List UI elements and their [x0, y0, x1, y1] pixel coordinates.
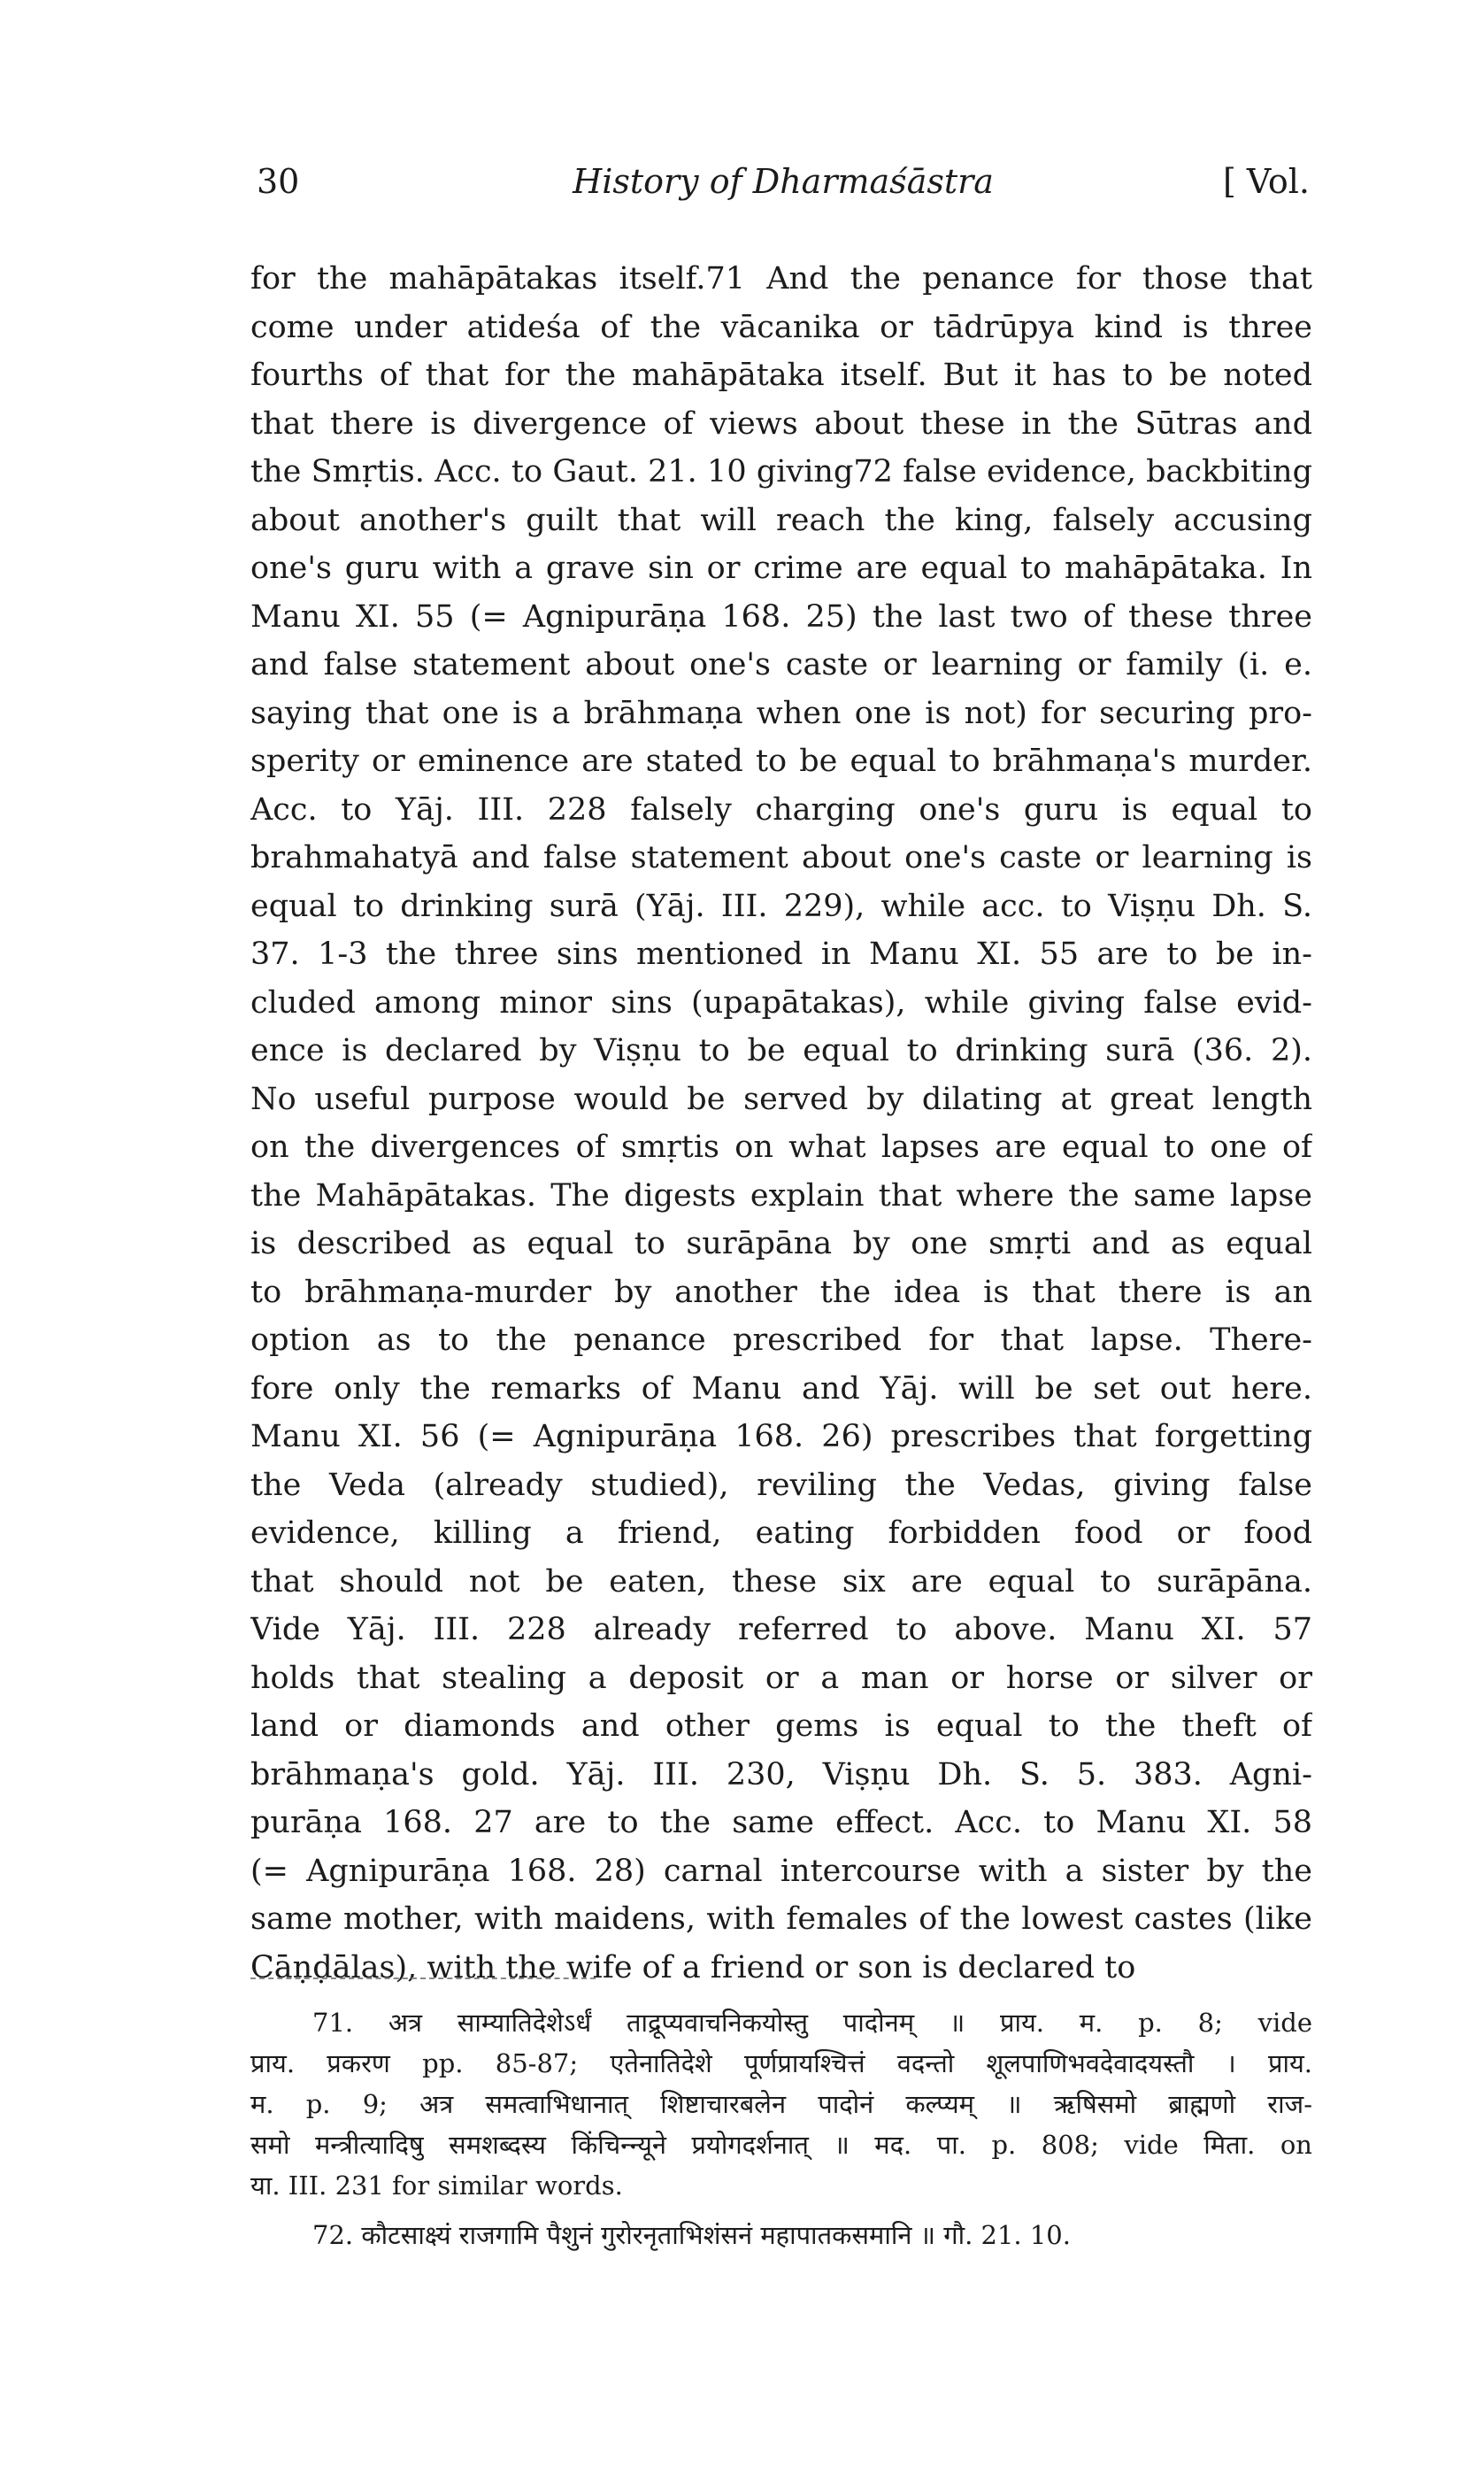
body-line: 37. 1-3 the three sins mentioned in Manu XI. 55 are to be in- — [250, 937, 1312, 972]
body-line: (= Agnipurāṇa 168. 28) carnal intercourse with a sister by the — [250, 1853, 1312, 1889]
body-line: to brāhmaṇa-murder by another the idea is that there is an — [250, 1274, 1312, 1310]
body-line: Manu XI. 55 (= Agnipurāṇa 168. 25) the last two of these three — [250, 598, 1312, 635]
body-line: brāhmaṇa's gold. Yāj. III. 230, Viṣṇu Dh. S. 5. 383. Agni- — [250, 1756, 1312, 1792]
footnote-line: 72. कौटसाक्ष्यं राजगामि पैशुनं गुरोरनृताभिशंसनं महापातकसमानि ॥ गौ. 21. 10. — [312, 2220, 1071, 2250]
body-line: ence is declared by Viṣṇu to be equal to drinking surā (36. 2). — [250, 1033, 1312, 1068]
body-line: brahmahatyā and false statement about one's caste or learning is — [250, 840, 1312, 875]
body-line: that should not be eaten, these six are equal to surāpāna. — [250, 1563, 1312, 1600]
footnote-line: या. III. 231 for similar words. — [250, 2170, 623, 2201]
body-line: equal to drinking surā (Yāj. III. 229), while acc. to Viṣṇu Dh. S. — [250, 888, 1312, 924]
body-line: evidence, killing a friend, eating forbidden food or food — [250, 1515, 1312, 1551]
body-line: for the mahāpātakas itself.71 And the penance for those that — [250, 261, 1312, 297]
body-line: fourths of that for the mahāpātaka itself. But it has to be noted — [250, 358, 1312, 393]
footnote-separator — [250, 1977, 596, 1979]
body-line: cluded among minor sins (upapātakas), while giving false evid- — [250, 984, 1312, 1021]
body-line: purāṇa 168. 27 are to the same effect. Acc. to Manu XI. 58 — [250, 1805, 1312, 1840]
body-line: the Veda (already studied), reviling the Vedas, giving false — [250, 1467, 1312, 1503]
body-line: Cāṇḍālas), with the wife of a friend or son is declared to — [250, 1949, 1136, 1985]
body-line: land or diamonds and other gems is equal to the theft of — [250, 1708, 1312, 1744]
footnote-line: प्राय. प्रकरण pp. 85-87; एतेनातिदेशे पूर्णप्रायश्चित्तं वदन्तो शूलपाणिभवदेवादयस्तौ । प्राय. — [250, 2048, 1312, 2078]
body-line: No useful purpose would be served by dilating at great length — [250, 1081, 1312, 1117]
body-line: one's guru with a grave sin or crime are equal to mahāpātaka. In — [250, 551, 1312, 586]
footnote-line: 71. अत्र साम्यातिदेशेऽर्धं ताद्रूप्यवाचनिकयोस्तु पादोनम् ॥ प्राय. म. p. 8; vide — [312, 2008, 1312, 2038]
body-line: and false statement about one's caste or learning or family (i. e. — [250, 647, 1312, 682]
running-title: History of Dharmaśāstra — [573, 162, 994, 201]
page-number: 30 — [257, 162, 300, 201]
body-line: the Smṛtis. Acc. to Gaut. 21. 10 giving72 false evidence, backbiting — [250, 454, 1312, 490]
body-line: about another's guilt that will reach the king, falsely accusing — [250, 502, 1312, 538]
body-line: on the divergences of smṛtis on what lapses are equal to one of — [250, 1129, 1312, 1165]
body-line: that there is divergence of views about these in the Sūtras and — [250, 405, 1312, 442]
body-line: Manu XI. 56 (= Agnipurāṇa 168. 26) prescribes that forgetting — [250, 1419, 1312, 1454]
body-line: come under atideśa of the vācanika or tādrūpya kind is three — [250, 309, 1312, 345]
body-line: fore only the remarks of Manu and Yāj. will be set out here. — [250, 1370, 1312, 1407]
body-line: Acc. to Yāj. III. 228 falsely charging one's guru is equal to — [250, 791, 1312, 828]
body-line: same mother, with maidens, with females of the lowest castes (like — [250, 1901, 1312, 1937]
page-header — [257, 162, 1310, 215]
footnote-line: समो मन्त्रीत्यादिषु समशब्दस्य किंचिन्न्यूने प्रयोगदर्शनात् ॥ मद. पा. p. 808; vide मिता. on — [250, 2130, 1312, 2160]
body-line: holds that stealing a deposit or a man or horse or silver or — [250, 1660, 1312, 1696]
body-line: option as to the penance prescribed for that lapse. There- — [250, 1322, 1312, 1358]
body-line: Vide Yāj. III. 228 already referred to above. Manu XI. 57 — [250, 1612, 1312, 1647]
body-line: sperity or eminence are stated to be equal to brāhmaṇa's murder. — [250, 744, 1312, 779]
footnotes — [250, 2002, 1312, 2255]
body-text — [250, 255, 1312, 1992]
body-line: is described as equal to surāpāna by one smṛti and as equal — [250, 1226, 1312, 1261]
volume-label: [ Vol. — [1223, 162, 1310, 201]
body-line: saying that one is a brāhmaṇa when one is not) for securing pro- — [250, 695, 1312, 731]
footnote-line: म. p. 9; अत्र समत्वाभिधानात् शिष्टाचारबलेन पादोनं कल्प्यम् ॥ ऋषिसमो ब्राह्मणो राज- — [250, 2089, 1312, 2119]
body-line: the Mahāpātakas. The digests explain that where the same lapse — [250, 1177, 1312, 1214]
